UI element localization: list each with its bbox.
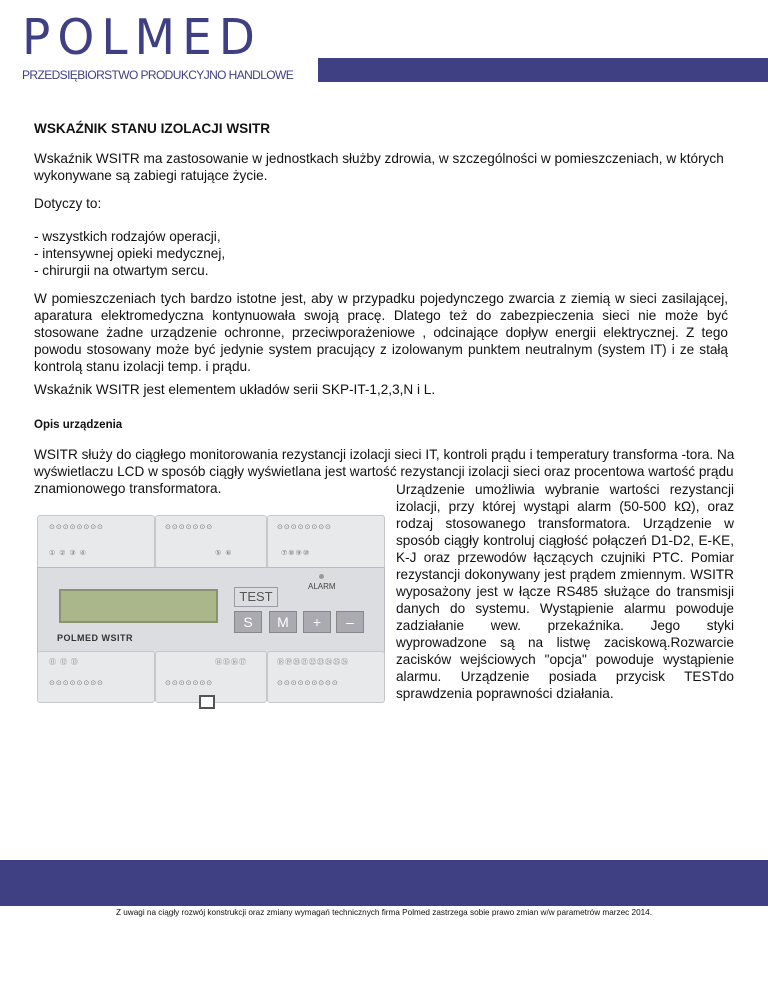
header-accent-bar [318, 58, 768, 82]
logo-subtitle: PRZEDSIĘBIORSTWO PRODUKCYJNO HANDLOWE [22, 68, 294, 82]
side-paragraph: Urządzenie umożliwia wybranie wartości rezystancji izolacji, przy której wystąpi alarm (50-500 kΩ), oraz rodzaj stosowanego transformatora. Urządzenie w sposób ciągły kontroluj ciągłość połączeń D1-D2, E-KE, K-J oraz przewodów łączących czujniki PTC. Pomiar rezystancji dokonywany jest prądem zmiennym. WSITR wyposażony jest w łącze RS485 służące do transmisji danych do systemu. Wystąpienie alarmu powoduje zadziałanie wew. przekaźnika. Jego styki wyprowadzone są na listwę zaciskową.Rozwarcie zacisków wejściowych "opcja" powoduje wystąpienie alarmu. Urządzenie posiada przycisk TESTdo sprawdzenia poprawności działania. [396, 482, 734, 701]
description-paragraph: WSITR służy do ciągłego monitorowania rezystancji izolacji sieci IT, kontroli prądu i temperatury transforma -tora. Na wyświetlaczu LCD w sposób ciągły wyświetlana jest wartość rezystancji izolacji sieci oraz procentowa wartość prądu znamionowego transformatora. [34, 447, 735, 496]
terminal-numbers: ⑱⑲⑳㉑㉒㉓㉔㉕㉖ [277, 659, 349, 666]
screw-terminals-icon: ⊙⊙⊙⊙⊙⊙⊙⊙ [49, 524, 104, 531]
key-m: M [269, 611, 297, 633]
screw-terminals-icon: ⊙⊙⊙⊙⊙⊙⊙ [165, 680, 214, 687]
applications-list [34, 228, 225, 279]
device-brand-label: POLMED WSITR [57, 633, 133, 643]
screw-terminals-icon: ⊙⊙⊙⊙⊙⊙⊙⊙ [49, 680, 104, 687]
terminal-numbers: ⑪ ⑫ ⑬ [49, 659, 79, 666]
terminal-numbers: ⑭⑮⑯⑰ [215, 659, 247, 666]
key-minus: – [336, 611, 364, 633]
screw-terminals-icon: ⊙⊙⊙⊙⊙⊙⊙ [165, 524, 214, 531]
footer-accent-bar [0, 860, 768, 906]
element-paragraph: Wskaźnik WSITR jest elementem układów serii SKP-IT-1,2,3,N i L. [34, 382, 436, 397]
list-item: - wszystkich rodzajów operacji, [34, 229, 221, 244]
terminal-numbers: ① ② ③ ④ [49, 550, 87, 557]
screw-terminals-icon: ⊙⊙⊙⊙⊙⊙⊙⊙⊙ [277, 680, 339, 687]
key-plus: + [303, 611, 331, 633]
key-s: S [234, 611, 262, 633]
lcd-display [59, 589, 218, 623]
list-item: - intensywnej opieki medycznej, [34, 246, 226, 261]
intro-paragraph: Wskaźnik WSITR ma zastosowanie w jednostkach służby zdrowia, w szczególności w pomieszczeniach, w których wykonywane są zabiegi ratujące życie. [34, 151, 724, 183]
alarm-led-icon [319, 574, 324, 579]
applies-to-label: Dotyczy to: [34, 196, 102, 211]
alarm-label: ALARM [308, 582, 336, 591]
footer-note: Z uwagi na ciągły rozwój konstrukcji oraz zmiany wymagań technicznych firma Polmed zastrzega sobie prawo zmian w/w parametrów marzec 2014. [115, 908, 653, 917]
section-title: Opis urządzenia [34, 419, 123, 431]
document-title: WSKAŹNIK STANU IZOLACJI WSITR [34, 121, 271, 136]
test-button: TEST [234, 587, 278, 607]
list-item: - chirurgii na otwartym sercu. [34, 263, 209, 278]
terminal-numbers: ⑤ ⑥ [215, 550, 233, 557]
din-rail-clip-icon [199, 695, 215, 709]
risk-paragraph: W pomieszczeniach tych bardzo istotne jest, aby w przypadku pojedynczego zwarcia z ziemią w sieci zasilającej, aparatura elektromedyczna kontynuowała swoją pracę. Dlatego też do zabezpieczenia sieci nie może być stosowane żadne urządzenie ochronne, przeciwporażeniowe , odcinające dopływ energii elektrycznej. Z tego powodu stosowany może być jedynie system pracujący z izolowanym punktem neutralnym (system IT) i ze stałą kontrolą stanu izolacji temp. i prądu. [34, 291, 728, 374]
company-logo [22, 8, 294, 82]
screw-terminals-icon: ⊙⊙⊙⊙⊙⊙⊙⊙ [277, 524, 332, 531]
terminal-numbers: ⑦⑧⑨⑩ [281, 550, 311, 557]
logo-wordmark: POLMED [22, 8, 262, 67]
device-photo [37, 515, 385, 711]
